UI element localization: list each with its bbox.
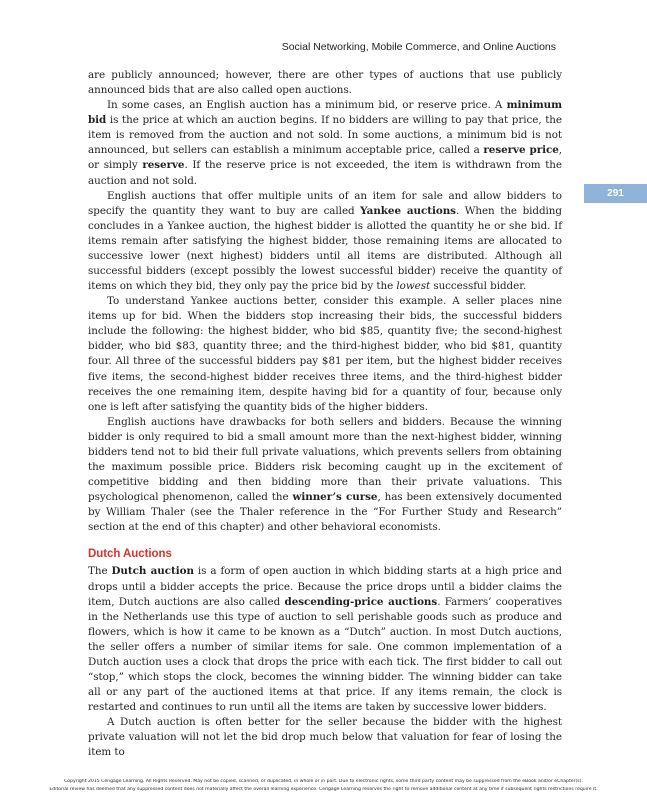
key-term-minimum-bid: minimum bid: [88, 99, 562, 127]
paragraph-2: In some cases, an English auction has a minimum bid, or reserve price. A minimum bid is the price at which an auction begins. If no bidders are willing to pay that price, the item is removed from the auction and not sold. In some auctions, a minimum bid is not announced, but sellers can establish a minimum acceptable price, called a reserve price, or simply reserve. If the reserve price is not exceeded, the item is withdrawn from the auction and not sold.: [88, 99, 562, 187]
paragraph-6: The Dutch auction is a form of open auction in which bidding starts at a high price and drops until a bidder accepts the price. Because the price drops until a bidder claims the item, Dutch auctions are also called descending-price auctions. Farmers’ cooperatives in the Netherlands use this type of auction to sell perishable goods such as produce and flowers, which is how it came to be known as a “Dutch” auction. In most Dutch auctions, the seller offers a number of similar items for sale. One common implementation of a Dutch auction uses a clock that drops the price with each tick. The first bidder to call out “stop,” which stops the clock, becomes the winning bidder. The winning bidder can take all or any part of the auctioned items at that price. If any items remain, the clock is restarted and continues to run until all the items are taken by successive lower bidders.: [88, 565, 562, 714]
key-term-dutch-auction: Dutch auction: [111, 565, 194, 578]
paragraph-7: A Dutch auction is often better for the seller because the bidder with the highest private valuation will not let the bid drop much below that valuation for fear of losing the item to: [88, 716, 562, 759]
emphasis-lowest: lowest: [396, 280, 431, 293]
paragraph-4: To understand Yankee auctions better, consider this example. A seller places nine items up for bid. When the bidders stop increasing their bids, the successful bidders include the following: the highest bidder, who bid $85, quantity five; the second-highest bidder, who bid $83, quantity three; and the third-highest bidder, who bid $81, quantity four. All three of the successful bidders pay $81 per item, but the highest bidder receives five items, the second-highest bidder receives three items, and the third-highest bidder receives the one remaining item, despite having bid for a quantity of four, because only one is left after satisfying the quantity bids of the higher bidders.: [88, 295, 562, 413]
page-body: [88, 68, 562, 760]
copyright-notice-line-2: Editorial review has deemed that any suppressed content does not materially affect the overall learning experience. Cengage Learning reserves the right to remove additional content at any time if subsequent rights restrictions require it.: [49, 787, 598, 792]
key-term-winners-curse: winner’s curse: [292, 491, 378, 504]
key-term-yankee-auctions: Yankee auctions: [360, 204, 456, 217]
running-head-title: Social Networking, Mobile Commerce, and Online Auctions: [281, 41, 556, 53]
paragraph-1: are publicly announced; however, there are other types of auctions that use publicly announced bids that are also called open auctions.: [88, 69, 562, 97]
page-number-tab: 291: [584, 184, 647, 203]
key-term-reserve-price: reserve price: [483, 144, 559, 157]
key-term-descending-price-auctions: descending-price auctions: [284, 595, 438, 608]
key-term-reserve: reserve: [142, 159, 185, 172]
section-heading-dutch-auctions: Dutch Auctions: [88, 548, 172, 561]
paragraph-3: English auctions that offer multiple units of an item for sale and allow bidders to specify the quantity they want to buy are called Yankee auctions. When the bidding concludes in a Yankee auction, the highest bidder is allotted the quantity he or she bid. If items remain after satisfying the highest bidder, those remaining items are allocated to successive lower (next highest) bidders until all items are distributed. Although all successful bidders (except possibly the lowest successful bidder) receive the quantity of items on which they bid, they only pay the price bid by the lowest successful bidder.: [88, 189, 562, 293]
copyright-notice-line-1: Copyright 2015 Cengage Learning. All Rights Reserved. May not be copied, scanned, or duplicated, in whole or in part. Due to electronic rights, some third party content may be suppressed from the eBook and/or eChapter(s).: [64, 779, 583, 784]
paragraph-5: English auctions have drawbacks for both sellers and bidders. Because the winning bidder is only required to bid a small amount more than the next-highest bidder, winning bidders tend not to bid their full private valuations, which prevents sellers from obtaining the maximum possible price. Bidders risk becoming caught up in the excitement of competitive bidding and then bidding more than their private valuations. This psychological phenomenon, called the winner’s curse, has been extensively documented by William Thaler (see the Thaler reference in the “For Further Study and Research” section at the end of this chapter) and other behavioral economists.: [88, 415, 562, 534]
